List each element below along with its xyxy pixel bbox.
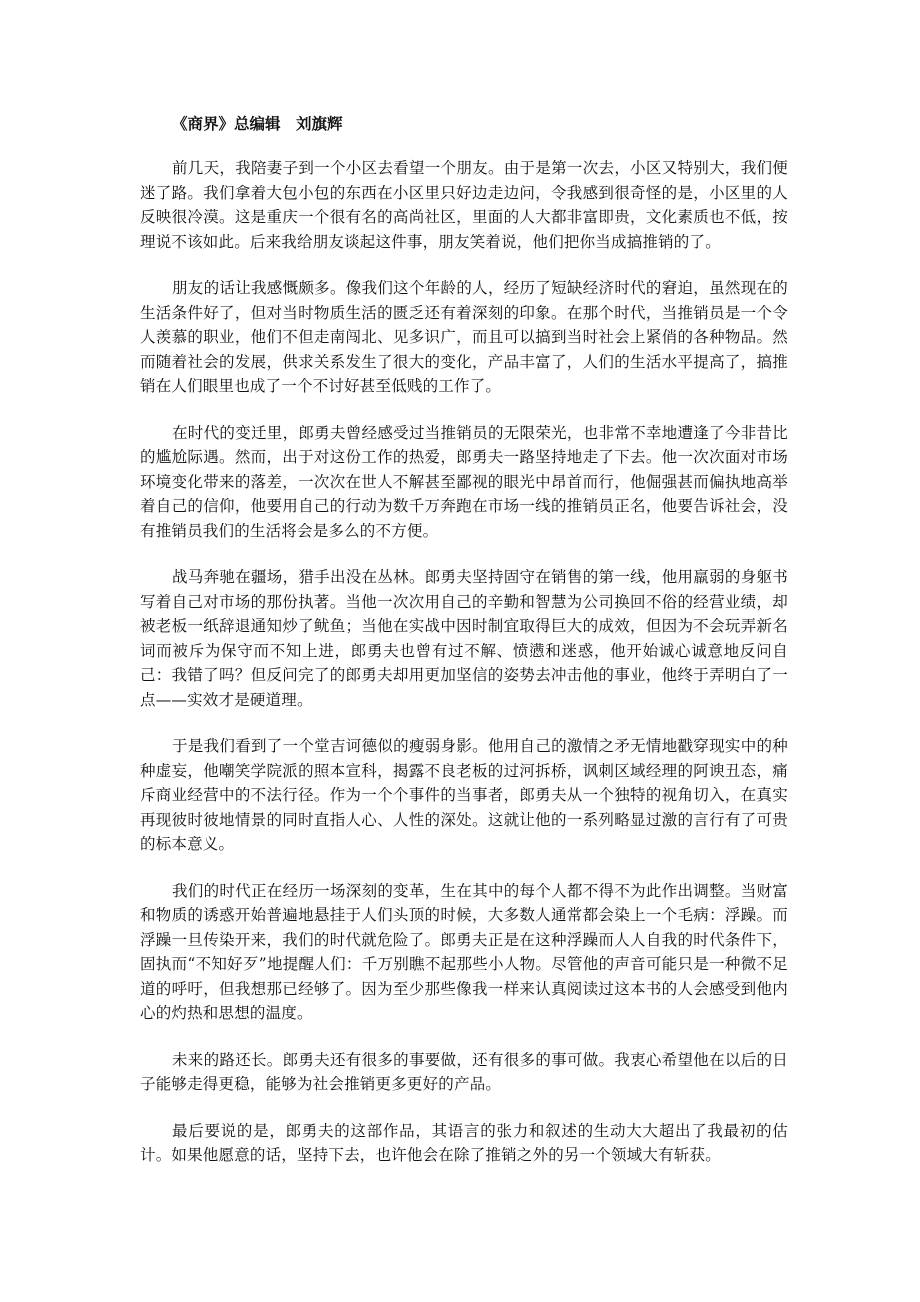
paragraph-3: 在时代的变迁里，郎勇夫曾经感受过当推销员的无限荣光，也非常不幸地遭逢了今非昔比的尴尬际遇。然而，出于对这份工作的热爱，郎勇夫一路坚持地走了下去。他一次次面对市场环境变化带来的落差，一次次在世人不解甚至鄙视的眼光中昂首而行，他倔强甚而偏执地高举着自己的信仰，他要用自己的行动为数千万奔跑在市场一线的推销员正名，他要告诉社会，没有推销员我们的生活将会是多么的不方便。 xyxy=(140,423,788,540)
paragraph-7: 未来的路还长。郎勇夫还有很多的事要做，还有很多的事可做。我衷心希望他在以后的日子能够走得更稳，能够为社会推销更多更好的产品。 xyxy=(140,1050,788,1093)
author-line: 《商界》总编辑 刘旗辉 xyxy=(172,115,343,133)
paragraph-5: 于是我们看到了一个堂吉诃德似的瘦弱身影。他用自己的激情之矛无情地戳穿现实中的种种虚妄，他嘲笑学院派的照本宣科，揭露不良老板的过河拆桥，讽刺区域经理的阿谀丑态，痛斥商业经营中的不法行径。作为一个个事件的当事者，郎勇夫从一个独特的视角切入，在真实再现彼时彼地情景的同时直指人心、人性的深处。这就让他的一系列略显过激的言行有了可贵的标本意义。 xyxy=(140,737,788,853)
paragraph-8: 最后要说的是，郎勇夫的这部作品，其语言的张力和叙述的生动大大超出了我最初的估计。如果他愿意的话，坚持下去，也许他会在除了推销之外的另一个领域大有斩获。 xyxy=(140,1121,788,1164)
document-page xyxy=(140,112,788,1190)
paragraph-2: 朋友的话让我感慨颇多。像我们这个年龄的人，经历了短缺经济时代的窘迫，虽然现在的生活条件好了，但对当时物质生活的匮乏还有着深刻的印象。在那个时代，当推销员是一个令人羡慕的职业，他们不但走南闯北、见多识广，而且可以搞到当时社会上紧俏的各种物品。然而随着社会的发展，供求关系发生了很大的变化，产品丰富了，人们的生活水平提高了，搞推销在人们眼里也成了一个不讨好甚至低贱的工作了。 xyxy=(140,279,788,395)
paragraph-6: 我们的时代正在经历一场深刻的变革，生在其中的每个人都不得不为此作出调整。当财富和物质的诱惑开始普遍地悬挂于人们头顶的时候，大多数人通常都会染上一个毛病：浮躁。而浮躁一旦传染开来，我们的时代就危险了。郎勇夫正是在这种浮躁而人人自我的时代条件下，固执而“不知好歹”地提醒人们：千万别瞧不起那些小人物。尽管他的声音可能只是一种微不足道的呼吁，但我想那已经够了。因为至少那些像我一样来认真阅读过这本书的人会感受到他内心的灼热和思想的温度。 xyxy=(140,881,788,1022)
paragraph-4: 战马奔驰在疆场，猎手出没在丛林。郎勇夫坚持固守在销售的第一线，他用羸弱的身躯书写着自己对市场的那份执著。当他一次次用自己的辛勤和智慧为公司换回不俗的经营业绩，却被老板一纸辞退通知炒了鱿鱼；当他在实战中因时制宜取得巨大的成效，但因为不会玩弄新名词而被斥为保守而不知上进，郎勇夫也曾有过不解、愤懑和迷惑，他开始诚心诚意地反问自己：我错了吗？但反问完了的郎勇夫却用更加坚信的姿势去冲击他的事业，他终于弄明白了一点——实效才是硬道理。 xyxy=(140,568,788,709)
paragraph-1: 前几天，我陪妻子到一个小区去看望一个朋友。由于是第一次去，小区又特别大，我们便迷了路。我们拿着大包小包的东西在小区里只好边走边问，令我感到很奇怪的是，小区里的人反映很冷漠。这是重庆一个很有名的高尚社区，里面的人大都非富即贵，文化素质也不低，按理说不该如此。后来我给朋友谈起这件事，朋友笑着说，他们把你当成搞推销的了。 xyxy=(140,159,788,251)
